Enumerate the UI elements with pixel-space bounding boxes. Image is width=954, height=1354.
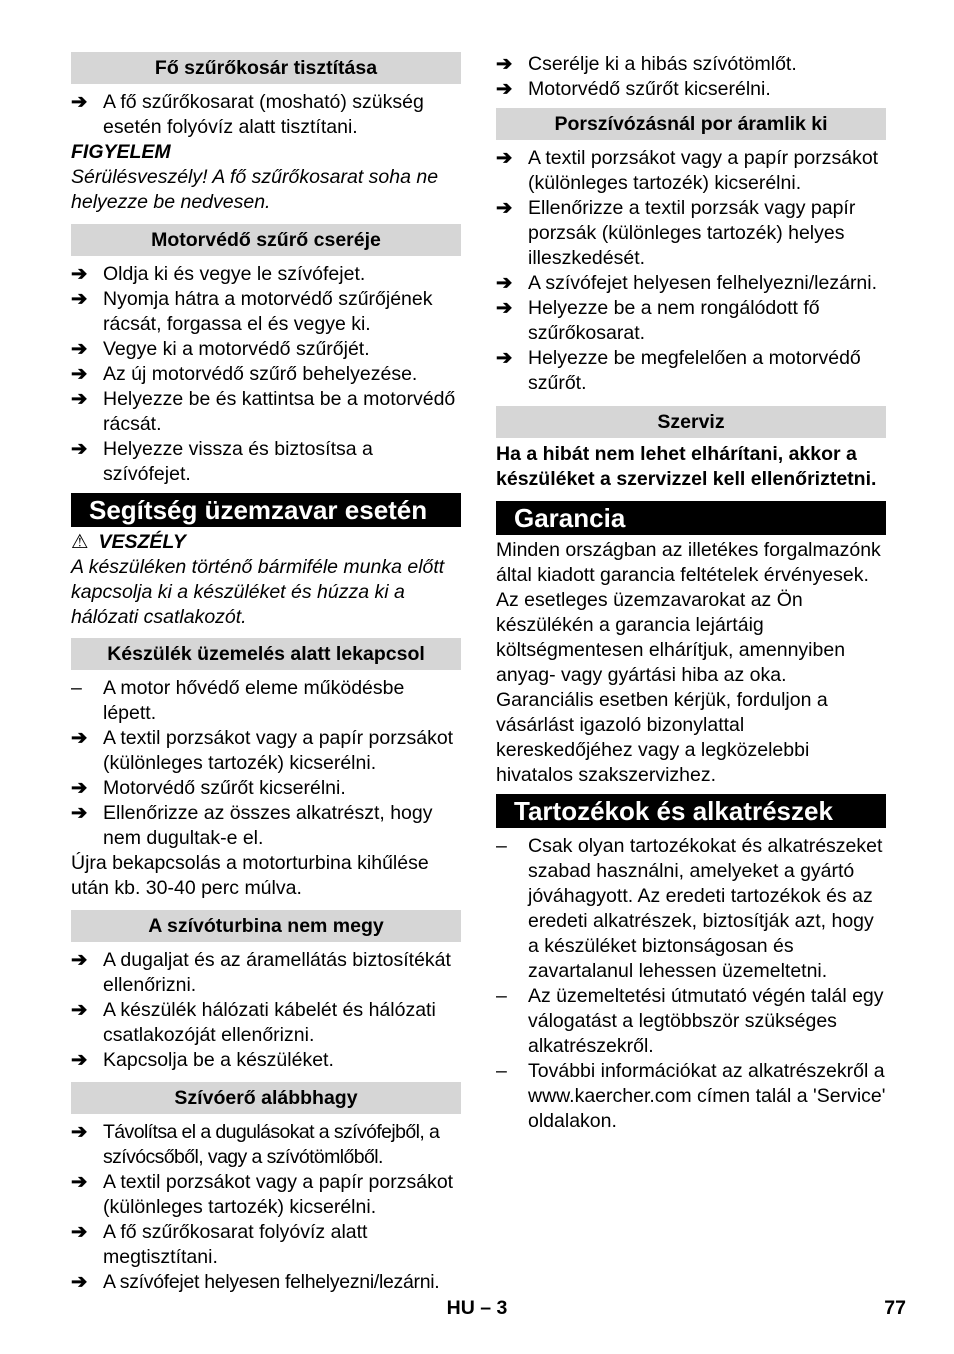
list-item: ➔ A fő szűrőkosarat (mosható) szükség esetén folyóvíz alatt tisztítani. xyxy=(71,91,424,138)
arrow-icon: ➔ xyxy=(496,147,513,169)
arrow-icon: ➔ xyxy=(71,1049,88,1071)
paragraph: Újra bekapcsolás a motorturbina kihűlése után kb. 30-40 perc múlva. xyxy=(71,852,429,899)
list-item: ➔ Helyezze vissza és biztosítsa a szívófejet. xyxy=(71,438,373,485)
arrow-icon: ➔ xyxy=(71,1271,88,1293)
list-item: ➔ Ellenőrizze az összes alkatrészt, hogy nem dugultak-e el. xyxy=(71,802,433,849)
list-item: ➔ Kapcsolja be a készüléket. xyxy=(71,1049,334,1071)
list-item: – További információkat az alkatrészekről a www.kaercher.com címen talál a 'Service' oldalakon. xyxy=(496,1060,886,1132)
section-heading: Fő szűrőkosár tisztítása xyxy=(71,52,461,84)
arrow-icon: ➔ xyxy=(71,999,88,1021)
arrow-icon: ➔ xyxy=(71,438,88,460)
list-item: ➔ Helyezze be a nem rongálódott fő szűrőkosarat. xyxy=(496,297,820,344)
dash-marker: – xyxy=(496,835,507,857)
arrow-icon: ➔ xyxy=(496,78,513,100)
list-item: ➔ A szívófejet helyesen felhelyezni/lezárni. xyxy=(496,272,878,294)
arrow-icon: ➔ xyxy=(496,297,513,319)
arrow-icon: ➔ xyxy=(71,1221,88,1243)
arrow-icon: ➔ xyxy=(71,338,88,360)
section-heading: Porszívózásnál por áramlik ki xyxy=(496,108,886,140)
arrow-icon: ➔ xyxy=(496,197,513,219)
list-item: ➔ Vegye ki a motorvédő szűrőjét. xyxy=(71,338,370,360)
section-heading: Szívóerő alábbhagy xyxy=(71,1082,461,1114)
dash-marker: – xyxy=(496,985,507,1007)
arrow-icon: ➔ xyxy=(496,272,513,294)
list-item: – A motor hővédő eleme működésbe lépett. xyxy=(71,677,405,724)
arrow-icon: ➔ xyxy=(496,53,513,75)
list-item: ➔ Cserélje ki a hibás szívótömlőt. xyxy=(496,53,797,75)
list-item: ➔ Távolítsa el a dugulásokat a szívófejből, a szívócsőből, vagy a szívótömlőből. xyxy=(71,1121,440,1168)
list-item: ➔ Nyomja hátra a motorvédő szűrőjének rácsát, forgassa el és vegye ki. xyxy=(71,288,433,335)
warning-title: ⚠ VESZÉLY xyxy=(71,531,186,553)
page-footer-label: HU – 3 xyxy=(446,1297,508,1319)
section-heading: Készülék üzemelés alatt lekapcsol xyxy=(71,638,461,670)
section-heading: Motorvédő szűrő cseréje xyxy=(71,224,461,256)
arrow-icon: ➔ xyxy=(71,727,88,749)
right-column xyxy=(496,52,886,1134)
paragraph: Minden országban az illetékes forgalmazónk által kiadott garancia feltételek érvényesek. Az esetleges üzemzavarokat az Ön készülékén a garancia lejártáig költségmentesen elhárítjuk, amennyiben anyag- vagy gyártási hiba az oka. Garanciális esetben kérjük, forduljon a vásárlást igazoló bizonylattal kereskedőjéhez vagy a legközelebbi hivatalos szakszervizhez. xyxy=(496,539,881,786)
chapter-heading: Garancia xyxy=(496,501,886,535)
arrow-icon: ➔ xyxy=(71,1171,88,1193)
arrow-icon: ➔ xyxy=(71,363,88,385)
list-item: ➔ A készülék hálózati kábelét és hálózati csatlakozóját ellenőrizni. xyxy=(71,999,436,1046)
page-number: 77 xyxy=(884,1297,906,1319)
note-title: FIGYELEM xyxy=(71,141,171,163)
list-item: ➔ Motorvédő szűrőt kicserélni. xyxy=(71,777,346,799)
arrow-icon: ➔ xyxy=(71,802,88,824)
warning-text: A készüléken történő bármiféle munka előtt kapcsolja ki a készüléket és húzza ki a hálózati csatlakozót. xyxy=(71,556,445,628)
arrow-icon: ➔ xyxy=(71,288,88,310)
arrow-icon: ➔ xyxy=(71,949,88,971)
list-item: ➔ A textil porzsákot vagy a papír porzsákot (különleges tartozék) kicserélni. xyxy=(71,1171,454,1218)
list-item: ➔ Az új motorvédő szűrő behelyezése. xyxy=(71,363,418,385)
dash-marker: – xyxy=(496,1060,507,1082)
arrow-icon: ➔ xyxy=(71,1121,88,1143)
list-item: ➔ Motorvédő szűrőt kicserélni. xyxy=(496,78,771,100)
arrow-icon: ➔ xyxy=(71,388,88,410)
list-item: – Az üzemeltetési útmutató végén talál egy válogatást a legtöbbször szükséges alkatrészekről. xyxy=(496,985,884,1057)
chapter-heading: Tartozékok és alkatrészek xyxy=(496,794,886,828)
left-column xyxy=(71,52,461,1295)
list-item: ➔ Ellenőrizze a textil porzsák vagy papír porzsák (különleges tartozék) helyes illeszkedését. xyxy=(496,197,856,269)
arrow-icon: ➔ xyxy=(71,91,88,113)
list-item: ➔ A textil porzsákot vagy a papír porzsákot (különleges tartozék) kicserélni. xyxy=(496,147,879,194)
service-note: Ha a hibát nem lehet elhárítani, akkor a készüléket a szervizzel kell ellenőriztetni. xyxy=(496,443,877,490)
note-text: Sérülésveszély! A fő szűrőkosarat soha ne helyezze be nedvesen. xyxy=(71,166,439,213)
warning-icon: ⚠ xyxy=(71,531,89,553)
section-heading: A szívóturbina nem megy xyxy=(71,910,461,942)
section-heading: Szerviz xyxy=(496,406,886,438)
list-item: ➔ A dugaljat és az áramellátás biztosítékát ellenőrizni. xyxy=(71,949,451,996)
list-item: ➔ Oldja ki és vegye le szívófejet. xyxy=(71,263,366,285)
dash-marker: – xyxy=(71,677,82,699)
arrow-icon: ➔ xyxy=(71,263,88,285)
arrow-icon: ➔ xyxy=(496,347,513,369)
chapter-heading: Segítség üzemzavar esetén xyxy=(71,493,461,527)
list-item: ➔ Helyezze be és kattintsa be a motorvédő rácsát. xyxy=(71,388,456,435)
list-item: ➔ A szívófejet helyesen felhelyezni/lezárni. xyxy=(71,1271,440,1293)
arrow-icon: ➔ xyxy=(71,777,88,799)
list-item: ➔ A fő szűrőkosarat folyóvíz alatt megtisztítani. xyxy=(71,1221,368,1268)
list-item: ➔ Helyezze be megfelelően a motorvédő szűrőt. xyxy=(496,347,861,394)
list-item: ➔ A textil porzsákot vagy a papír porzsákot (különleges tartozék) kicserélni. xyxy=(71,727,454,774)
list-item: – Csak olyan tartozékokat és alkatrészeket szabad használni, amelyeket a gyártó jóváhagyott. Az eredeti tartozékok és az eredeti alkatrészek, biztosítják azt, hogy a készüléket biztonságosan és zavartalanul lehessen üzemeltetni. xyxy=(496,835,883,982)
